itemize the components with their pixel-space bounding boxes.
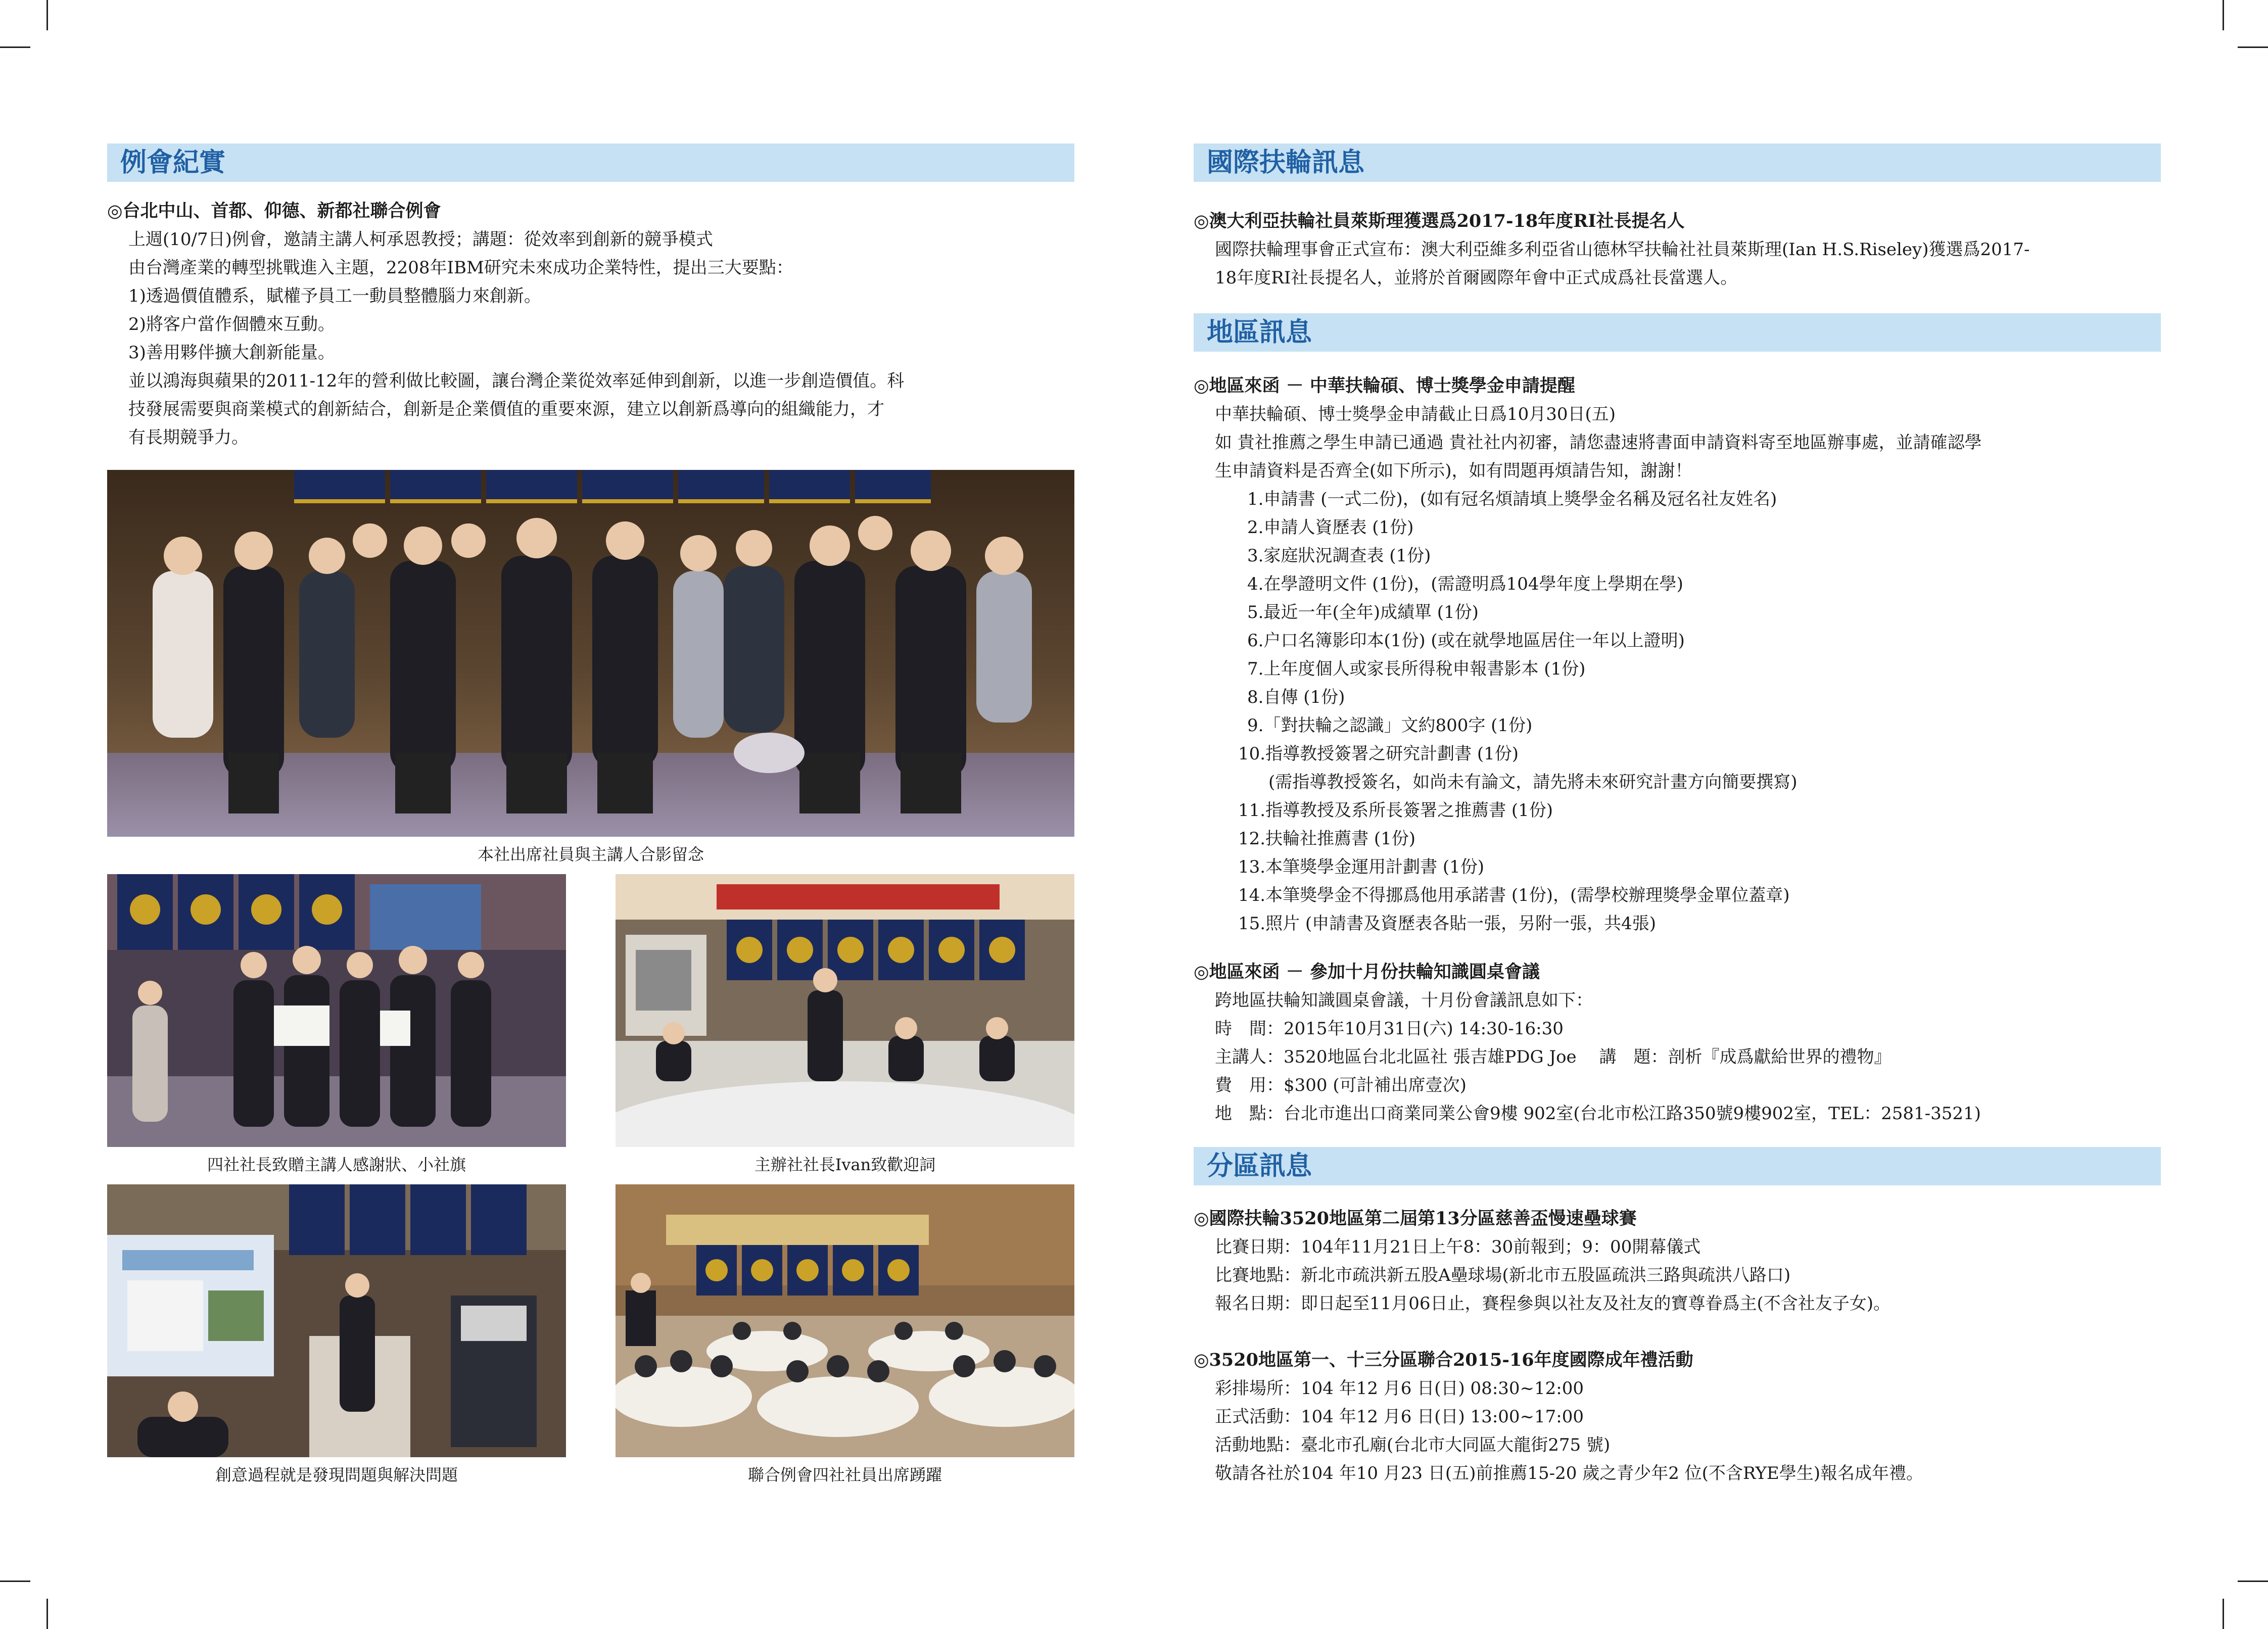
roundtable-heading: ◎地區來函 － 參加十月份扶輪知識圓桌會議 xyxy=(1194,962,1540,982)
crop-mark-bottom-right xyxy=(2223,1599,2224,1629)
scholarship-list-item: 8.自傳 (1份) xyxy=(1247,687,1345,707)
crop-mark-right-bottom xyxy=(2238,1580,2268,1582)
crop-mark-left-bottom xyxy=(0,1580,30,1582)
article-line: 並以鴻海與蘋果的2011-12年的營利做比較圖，讓台灣企業從效率延伸到創新，以進一步創造價值。科 xyxy=(128,371,905,391)
roundtable-line: 跨地區扶輪知識圓桌會議，十月份會議訊息如下： xyxy=(1215,990,1593,1011)
section-title-international: 國際扶輪訊息 xyxy=(1194,143,2161,182)
group-photo xyxy=(107,470,1074,837)
district-scholarship-notice xyxy=(1194,372,2161,938)
scholarship-heading: ◎地區來函 － 中華扶輪碩、博士獎學金申請提醒 xyxy=(1194,375,1575,396)
attendance-photo xyxy=(616,1184,1074,1457)
coming-of-age-heading: ◎3520地區第一、十三分區聯合2015-16年度國際成年禮活動 xyxy=(1194,1350,1693,1370)
article-line: 2)將客户當作個體來互動。 xyxy=(128,314,335,334)
roundtable-line: 費 用：$300 (可計補出席壹次) xyxy=(1215,1075,1467,1095)
coming-of-age-line: 正式活動：104 年12 月6 日(日) 13:00~17:00 xyxy=(1215,1407,1584,1427)
intl-line: 國際扶輪理事會正式宣布：澳大利亞維多利亞省山德林罕扶輪社社員萊斯理(Ian H.S.Riseley)獲選爲2017- xyxy=(1215,239,2030,260)
article-line: 3)善用夥伴擴大創新能量。 xyxy=(128,343,335,363)
caption-welcome-photo: 主辦社社長Ivan致歡迎詞 xyxy=(754,1155,936,1174)
coming-of-age-line: 活動地點：臺北市孔廟(台北市大同區大龍街275 號) xyxy=(1215,1435,1611,1455)
scholarship-list-item: 14.本筆獎學金不得挪爲他用承諾書 (1份)，(需學校辦理獎學金單位蓋章) xyxy=(1238,885,1790,905)
softball-event xyxy=(1194,1205,2161,1318)
scholarship-list-item: 3.家庭狀況調查表 (1份) xyxy=(1247,546,1431,566)
caption-attendance-photo: 聯合例會四社社員出席踴躍 xyxy=(747,1465,942,1484)
scholarship-list-item: 11.指導教授及系所長簽署之推薦書 (1份) xyxy=(1238,800,1553,821)
coming-of-age-event xyxy=(1194,1346,2161,1488)
softball-line: 報名日期：即日起至11月06日止，賽程參與以社友及社友的寶尊眷爲主(不含社友子女)。 xyxy=(1215,1293,1891,1314)
scholarship-list-item: 7.上年度個人或家長所得稅申報書影本 (1份) xyxy=(1247,659,1586,679)
roundtable-line: 地 點：台北市進出口商業同業公會9樓 902室(台北市松江路350號9樓902室，TEL：2581-3521) xyxy=(1215,1104,1981,1124)
section-title-district: 地區訊息 xyxy=(1194,313,2161,352)
crop-mark-top-right xyxy=(2223,0,2224,30)
coming-of-age-line: 敬請各社於104 年10 月23 日(五)前推薦15-20 歲之青少年2 位(不含RYE學生)報名成年禮。 xyxy=(1215,1463,1923,1483)
district-roundtable-notice xyxy=(1194,958,2161,1128)
caption-group-photo: 本社出席社員與主講人合影留念 xyxy=(477,845,704,864)
scholarship-list-item: 13.本筆獎學金運用計劃書 (1份) xyxy=(1238,857,1485,877)
caption-speaker-photo: 創意過程就是發現問題與解決問題 xyxy=(215,1465,458,1484)
crop-mark-top-left xyxy=(46,0,48,30)
roundtable-line: 時 間：2015年10月31日(六) 14:30-16:30 xyxy=(1215,1019,1564,1039)
softball-line: 比賽地點：新北市疏洪新五股A壘球場(新北市五股區疏洪三路與疏洪八路口) xyxy=(1215,1265,1791,1285)
article-line: 技發展需要與商業模式的創新結合，創新是企業價值的重要來源，建立以創新爲導向的組織能力，才 xyxy=(128,399,884,419)
scholarship-list-item: 6.户口名簿影印本(1份) (或在就學地區居住一年以上證明) xyxy=(1247,631,1685,651)
scholarship-list-note: (需指導教授簽名，如尚未有論文，請先將未來研究計畫方向簡要撰寫) xyxy=(1268,772,1798,792)
article-line: 1)透過價值體系，賦權予員工一動員整體腦力來創新。 xyxy=(128,286,541,306)
coming-of-age-line: 彩排場所：104 年12 月6 日(日) 08:30~12:00 xyxy=(1215,1378,1584,1399)
scholarship-intro: 如 貴社推薦之學生申請已通過 貴社社内初審，請您盡速將書面申請資料寄至地區辦事處，並請確認學 xyxy=(1215,433,1982,453)
scholarship-intro: 生申請資料是否齊全(如下所示)，如有問題再煩請告知，謝謝！ xyxy=(1215,461,1692,481)
scholarship-list-item: 12.扶輪社推薦書 (1份) xyxy=(1238,829,1416,849)
scholarship-list-item: 1.申請書 (一式二份)，(如有冠名煩請填上獎學金名稱及冠名社友姓名) xyxy=(1247,489,1777,509)
caption-certificate-photo: 四社社長致贈主講人感謝狀、小社旗 xyxy=(207,1155,466,1174)
crop-mark-left-top xyxy=(0,46,30,48)
intl-line: 18年度RI社長提名人，並將於首爾國際年會中正式成爲社長當選人。 xyxy=(1215,268,1738,288)
speaker-photo xyxy=(107,1184,566,1457)
article-heading: ◎台北中山、首都、仰德、新都社聯合例會 xyxy=(107,201,441,221)
scholarship-intro: 中華扶輪碩、博士獎學金申請截止日爲10月30日(五) xyxy=(1215,404,1616,424)
section-title-sub-district: 分區訊息 xyxy=(1194,1147,2161,1185)
scholarship-list-item: 4.在學證明文件 (1份)，(需證明爲104學年度上學期在學) xyxy=(1247,574,1683,594)
international-news xyxy=(1194,207,2161,292)
crop-mark-right-top xyxy=(2238,46,2268,48)
article-line: 由台灣產業的轉型挑戰進入主題，2208年IBM研究未來成功企業特性，提出三大要點： xyxy=(128,258,793,278)
roundtable-line: 主講人：3520地區台北北區社 張吉雄PDG Joe 講 題：剖析『成爲獻給世界的禮物』 xyxy=(1215,1047,1892,1067)
article-line: 有長期競爭力。 xyxy=(128,427,249,448)
meeting-article xyxy=(107,197,1074,452)
scholarship-list-item: 10.指導教授簽署之研究計劃書 (1份) xyxy=(1238,744,1519,764)
welcome-speech-photo xyxy=(616,874,1074,1147)
scholarship-list-item: 2.申請人資歷表 (1份) xyxy=(1247,517,1414,538)
scholarship-list-item: 5.最近一年(全年)成績單 (1份) xyxy=(1247,602,1479,622)
certificate-photo xyxy=(107,874,566,1147)
intl-heading: ◎澳大利亞扶輪社員萊斯理獲選爲2017-18年度RI社長提名人 xyxy=(1194,211,1685,231)
scholarship-list-item: 9.「對扶輪之認識」文約800字 (1份) xyxy=(1247,715,1533,736)
section-title-meeting-record: 例會紀實 xyxy=(107,143,1074,182)
crop-mark-bottom-left xyxy=(46,1599,48,1629)
softball-heading: ◎國際扶輪3520地區第二屆第13分區慈善盃慢速壘球賽 xyxy=(1194,1208,1637,1229)
softball-line: 比賽日期：104年11月21日上午8：30前報到；9：00開幕儀式 xyxy=(1215,1237,1701,1257)
scholarship-list-item: 15.照片 (申請書及資歷表各貼一張，另附一張，共4張) xyxy=(1238,914,1657,934)
article-line: 上週(10/7日)例會，邀請主講人柯承恩教授；講題：從效率到創新的競爭模式 xyxy=(128,229,713,250)
